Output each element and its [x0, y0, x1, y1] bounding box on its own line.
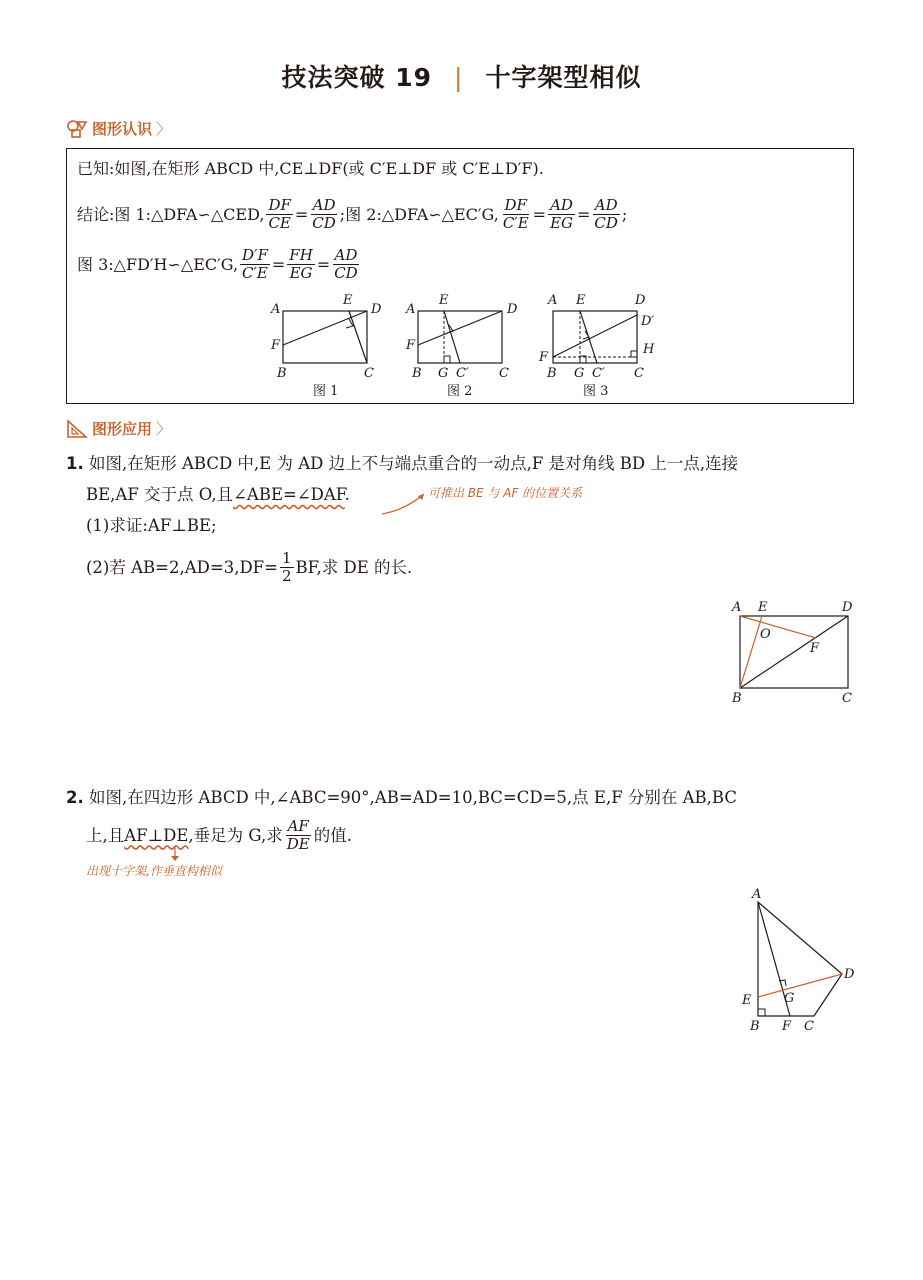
- fig2-label-B: B: [412, 366, 422, 381]
- shapes-icon: [66, 119, 88, 139]
- q2-label-F: F: [782, 1019, 792, 1034]
- q1-part2-text-b: BF,求 DE 的长.: [295, 557, 413, 577]
- q1-label-B: B: [732, 691, 742, 706]
- semicolon: ;: [621, 204, 628, 224]
- fraction: [332, 247, 360, 282]
- fig3-label-D: D: [635, 293, 646, 308]
- fig1-label-E: E: [343, 293, 353, 308]
- fig1-caption: 图 1: [313, 384, 339, 399]
- frac-den: CD: [312, 214, 336, 232]
- q2-text-line1: 如图,在四边形 ABCD 中,∠ABC=90°,AB=AD=10,BC=CD=5,点 E,F 分别在 AB,BC: [89, 788, 737, 807]
- fig2-line-EC2: [444, 311, 460, 363]
- fig2-right-angle-G: [444, 356, 450, 363]
- fraction: [501, 197, 531, 232]
- section-title: 图形应用: [92, 420, 153, 438]
- fig2-label-C2: C′: [456, 366, 469, 381]
- frac-den: DE: [286, 835, 310, 853]
- frac-den: C′E: [502, 214, 529, 232]
- fig2-label-D: D: [507, 302, 518, 317]
- fig3-label-B: B: [547, 366, 557, 381]
- frac-num: AD: [550, 196, 573, 214]
- fig1-line-CE: [349, 311, 367, 363]
- q1-wavy-condition: ∠ABE=∠DAF: [233, 485, 345, 504]
- q2-text-line2b: ,垂足为 G,求: [188, 825, 283, 845]
- figure-1: [270, 293, 382, 399]
- fig3-label-E: E: [576, 293, 586, 308]
- equals: =: [577, 204, 591, 224]
- fig1-label-C: C: [364, 366, 374, 381]
- fig3-label-C2: C′: [592, 366, 605, 381]
- frac-num: AD: [334, 246, 358, 264]
- q2-label-E: E: [742, 993, 752, 1008]
- q2-label-C: C: [804, 1019, 814, 1034]
- page-title: [0, 58, 923, 94]
- section-label-application: [66, 418, 171, 439]
- q1-label-D: D: [842, 600, 853, 615]
- fig3-right-angle-H: [631, 351, 637, 357]
- figures-1-3: [263, 291, 703, 401]
- fig3-label-D2: D′: [641, 314, 655, 329]
- title-right: 十字架型相似: [485, 63, 642, 92]
- fig3-label-H: H: [643, 342, 655, 357]
- q1-diagonal-BD: [740, 616, 848, 688]
- known-box: [66, 148, 854, 404]
- q1-label-A: A: [732, 600, 742, 615]
- equals: =: [532, 204, 547, 224]
- title-separator: |: [454, 63, 464, 92]
- fig3-line-D2F: [553, 315, 637, 357]
- fig2-caption: 图 2: [447, 384, 473, 399]
- q1-label-O: O: [760, 627, 771, 642]
- frac-num: DF: [504, 196, 527, 214]
- known-line3-text: 图 3:△FD′H∽△EC′G,: [77, 254, 239, 274]
- fig2-label-E: E: [439, 293, 449, 308]
- fig3-label-C: C: [634, 366, 644, 381]
- fig2-rectangle: [418, 311, 502, 363]
- q1-figure: [728, 598, 868, 710]
- equals: =: [294, 204, 309, 224]
- section-title: 图形认识: [92, 120, 153, 138]
- q1-part2-text-a: (2)若 AB=2,AD=3,DF=: [86, 557, 278, 577]
- fig3-right-angle: [583, 331, 589, 339]
- known-line2-text-a: 结论:图 1:△DFA∽△CED,: [77, 204, 265, 224]
- known-line1: 已知:如图,在矩形 ABCD 中,CE⊥DF(或 C′E⊥DF 或 C′E⊥D′F).: [77, 159, 544, 178]
- q2-label-D: D: [844, 967, 855, 982]
- fig1-label-B: B: [277, 366, 287, 381]
- frac-den: CE: [268, 214, 291, 232]
- fig3-label-A: A: [548, 293, 558, 308]
- q2-label-G: G: [784, 991, 795, 1006]
- q1-note: 可推出 BE 与 AF 的位置关系: [428, 486, 583, 500]
- frac-den: CD: [594, 214, 618, 232]
- q1-label-E: E: [758, 600, 768, 615]
- frac-num: 1: [281, 549, 292, 567]
- q1-text-line2a: BE,AF 交于点 O,且: [86, 485, 234, 504]
- q2-label-A: A: [752, 887, 762, 902]
- section-bracket: 〉: [156, 420, 172, 438]
- q2-line2: [86, 818, 352, 853]
- frac-den: EG: [550, 214, 573, 232]
- frac-den: CD: [334, 264, 358, 282]
- fraction: [266, 197, 292, 232]
- q1-part1: (1)求证:AF⊥BE;: [86, 516, 217, 535]
- frac-num: AD: [594, 196, 618, 214]
- fraction: [592, 197, 620, 232]
- fig2-label-A: A: [406, 302, 416, 317]
- frac-den: C′E: [242, 264, 268, 282]
- q1-label-F: F: [810, 641, 820, 656]
- q2-text-line2a: 上,且: [86, 825, 125, 845]
- fig3-label-F: F: [539, 350, 549, 365]
- fig1-label-A: A: [271, 302, 281, 317]
- equals: =: [271, 254, 286, 274]
- frac-den: EG: [289, 264, 313, 282]
- q2-text-line2c: 的值.: [313, 825, 352, 845]
- q2-label-B: B: [750, 1019, 760, 1034]
- fig2-label-F: F: [406, 338, 416, 353]
- frac-num: AF: [287, 817, 309, 835]
- section-bracket: 〉: [156, 120, 172, 138]
- q2-wavy-condition: AF⊥DE: [124, 825, 189, 845]
- frac-num: FH: [289, 246, 313, 264]
- q2-quadrilateral: [758, 902, 842, 1016]
- figure-2: [405, 293, 518, 399]
- fraction: [548, 197, 575, 232]
- q2-figure: [736, 886, 866, 1036]
- q1-line2: [86, 485, 350, 505]
- fraction: [310, 197, 338, 232]
- triangle-ruler-icon: [66, 419, 88, 439]
- q1-number: 1.: [66, 454, 84, 473]
- fig2-label-C: C: [499, 366, 509, 381]
- fig1-label-D: D: [371, 302, 382, 317]
- fraction: [240, 247, 270, 282]
- fraction: [280, 550, 294, 585]
- q2-line1: [66, 788, 737, 808]
- q1-text-line1: 如图,在矩形 ABCD 中,E 为 AD 边上不与端点重合的一动点,F 是对角线 BD 上一点,连接: [89, 454, 739, 473]
- known-line3: [77, 247, 362, 282]
- q1-line1: [66, 454, 738, 474]
- q1-note-arrow: [380, 488, 430, 518]
- fig1-rectangle: [283, 311, 367, 363]
- fig1-label-F: F: [271, 338, 281, 353]
- fraction: [287, 247, 315, 282]
- equals: =: [316, 254, 331, 274]
- q1-text-line2b: .: [344, 485, 350, 504]
- q2-right-angle-G: [779, 980, 786, 986]
- title-left: 技法突破 19: [281, 63, 433, 92]
- q2-right-angle-B: [758, 1009, 765, 1016]
- known-line2: [77, 197, 627, 232]
- frac-num: D′F: [242, 246, 268, 264]
- figure-3: [538, 293, 655, 399]
- q2-number: 2.: [66, 788, 84, 807]
- q1-line-AF: [740, 616, 816, 638]
- known-line2-text-b: ;图 2:△DFA∽△EC′G,: [339, 204, 499, 224]
- fig2-label-G: G: [438, 366, 449, 381]
- frac-den: 2: [281, 567, 292, 585]
- q2-note: 出现十字架,作垂直构相似: [86, 864, 222, 878]
- fig3-label-G: G: [574, 366, 585, 381]
- q1-part2: [86, 550, 412, 585]
- frac-num: DF: [268, 196, 291, 214]
- fraction: [285, 818, 312, 853]
- q2-note-arrow: [168, 846, 182, 862]
- fig3-caption: 图 3: [583, 384, 609, 399]
- fig2-line-DF: [418, 311, 502, 345]
- frac-num: AD: [312, 196, 336, 214]
- section-label-recognition: [66, 118, 171, 139]
- q1-line-BE: [740, 616, 762, 688]
- q1-label-C: C: [842, 691, 852, 706]
